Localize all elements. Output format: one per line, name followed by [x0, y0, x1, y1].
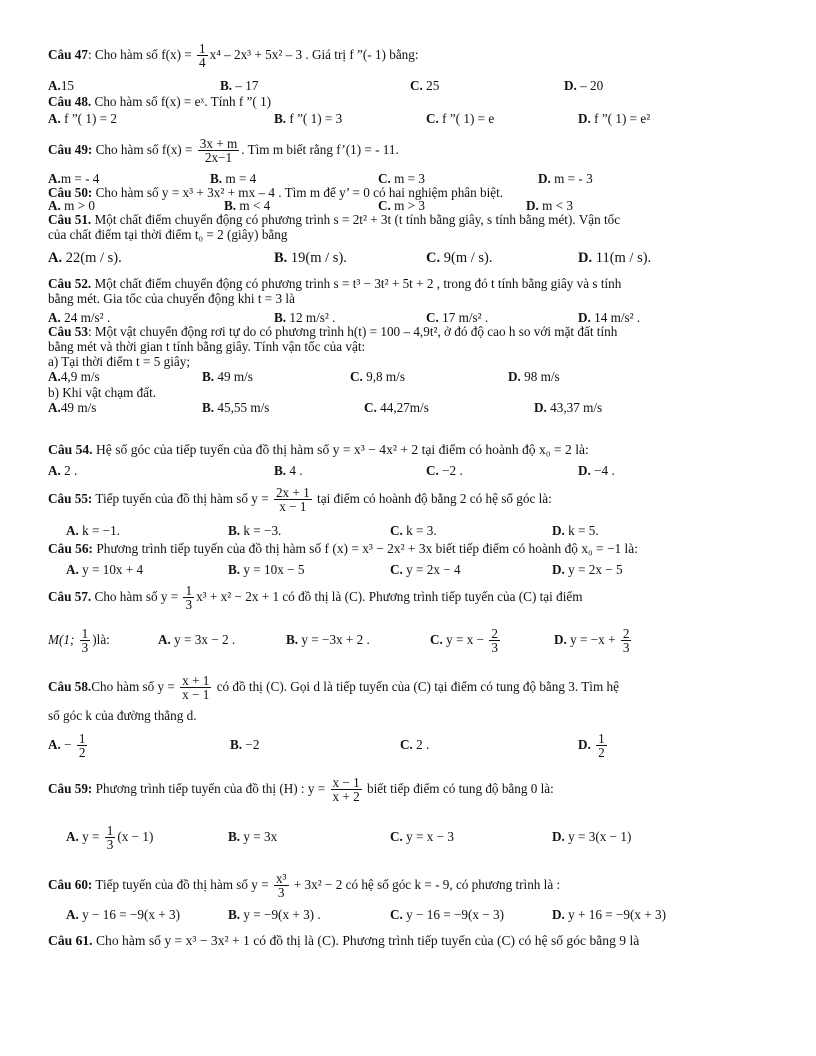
question-47 — [48, 38, 774, 72]
answer-options — [48, 907, 774, 923]
option-b[interactable]: B. y = −3x + 2 . — [286, 632, 370, 647]
option-b[interactable]: B. 19(m / s). — [274, 250, 347, 266]
option-c[interactable]: C. m = 3 — [378, 171, 426, 186]
question-61 — [48, 933, 774, 948]
question-53 — [48, 324, 774, 339]
answer-options — [48, 369, 774, 385]
answer-options — [48, 727, 774, 763]
option-a[interactable]: A. y = $\frac{1}{3}$ (x − 1) — [66, 823, 154, 853]
option-a[interactable]: A.15 — [48, 78, 75, 93]
question-stem: Hệ số góc của tiếp tuyến của đồ thị hàm số y = x³ − 4x² + 2 tại điểm có hoành độ x₀ = 2 là: — [92, 442, 589, 457]
question-stem: Một chất điểm chuyển động có phương trình s = 2t² + 3t (t tính bằng giây, s tính bằng mét). Vận tốc — [91, 212, 621, 227]
option-a[interactable]: A. y = 3x − 2 . — [158, 632, 236, 647]
question-49 — [48, 133, 774, 167]
question-55 — [48, 481, 774, 517]
option-d[interactable]: D. −4 . — [578, 463, 615, 478]
answer-options — [48, 562, 774, 578]
option-b[interactable]: B. y = 3x — [228, 829, 278, 844]
fraction: $\frac{x + 1}{x - 1}$ — [182, 673, 210, 703]
question-stem: Phương trình tiếp tuyến của đồ thị hàm số f (x) = x³ − 2x² + 3x biết tiếp điểm có hoành độ x₀ = −1 là: — [93, 541, 638, 556]
option-a[interactable]: A.4,9 m/s — [48, 369, 100, 384]
fraction: $\frac{1}{3}$ — [185, 583, 193, 613]
question-54 — [48, 442, 774, 457]
option-a[interactable]: A. y = 10x + 4 — [66, 562, 144, 577]
question-number: Câu 58. — [48, 679, 92, 694]
question-number: Câu 55: — [48, 491, 93, 506]
question-stem: Phương trình tiếp tuyến của đồ thị (H) : y = — [92, 781, 329, 796]
option-b[interactable]: B. y = −9(x + 3) . — [228, 907, 321, 922]
option-a[interactable]: A. y − 16 = −9(x + 3) — [66, 907, 181, 922]
option-c[interactable]: C. k = 3. — [390, 523, 437, 538]
question-58-line-2: số góc k của đường thẳng d. — [48, 708, 197, 723]
answer-options — [48, 523, 774, 539]
answer-options — [48, 463, 774, 479]
option-d[interactable]: D. y = 3(x − 1) — [552, 829, 632, 844]
question-stem: : Một vật chuyển động rơi tự do có phương trình h(t) = 100 – 4,9t², ở đó độ cao h so với mặt đất tính — [87, 324, 618, 339]
option-d[interactable]: D. $\frac{1}{2}$ — [578, 731, 605, 761]
option-d[interactable]: D. 43,37 m/s — [534, 400, 603, 415]
answer-options — [48, 819, 774, 855]
option-c[interactable]: C. 44,27m/s — [364, 400, 429, 415]
option-a[interactable]: A. 2 . — [48, 463, 78, 478]
question-stem-tail: x⁴ – 2x³ + 5x² – 3 . Giá trị f ”(- 1) bằng: — [209, 47, 419, 62]
question-53-part-a: a) Tại thời điểm t = 5 giây; — [48, 354, 190, 369]
option-b[interactable]: B. 4 . — [274, 463, 303, 478]
option-c[interactable]: C. m > 3 — [378, 198, 426, 213]
question-57 — [48, 580, 774, 614]
question-stem: Tiếp tuyến của đồ thị hàm số y = — [92, 877, 272, 892]
option-d[interactable]: D. 11(m / s). — [578, 250, 652, 266]
question-60 — [48, 867, 774, 903]
question-stem: Cho hàm số f(x) = — [92, 142, 196, 157]
option-a[interactable]: A. − $\frac{1}{2}$ — [48, 731, 86, 761]
option-c[interactable]: C. y − 16 = −9(x − 3) — [390, 907, 505, 922]
question-number: Câu 49: — [48, 142, 93, 157]
question-58 — [48, 670, 774, 704]
fraction: $\frac{1}{4}$ — [199, 41, 206, 71]
question-51-line-2: của chất điểm tại thời điểm t₀ = 2 (giây) bằng — [48, 227, 288, 242]
question-53-line-2: bằng mét và thời gian t tính bằng giây. Tính vận tốc của vật: — [48, 339, 366, 354]
question-number: Câu 59: — [48, 781, 93, 796]
option-c[interactable]: C. 9(m / s). — [426, 250, 493, 266]
option-a[interactable]: A. 24 m/s² . — [48, 310, 111, 325]
option-b[interactable]: B. k = −3. — [228, 523, 282, 538]
question-stem: Cho hàm số f(x) = eˣ. Tính f ”( 1) — [91, 94, 272, 109]
point-m: M(1; $\frac{1}{3}$ )là: — [48, 626, 110, 656]
option-a[interactable]: A. k = −1. — [66, 523, 121, 538]
fraction: $\frac{2x + 1}{x - 1}$ — [275, 485, 310, 515]
option-d[interactable]: D. m = - 3 — [538, 171, 593, 186]
question-number: Câu 53 — [48, 324, 88, 339]
question-59 — [48, 771, 774, 807]
option-b[interactable]: B. m = 4 — [210, 171, 257, 186]
option-c[interactable]: C. y = x − 3 — [390, 829, 454, 844]
option-b[interactable]: B. y = 10x − 5 — [228, 562, 305, 577]
option-c[interactable]: C. 25 — [410, 78, 440, 93]
question-stem-tail: . Tìm m biết rằng f’(1) = - 11. — [241, 142, 399, 157]
option-c[interactable]: C. f ”( 1) = e — [426, 111, 495, 126]
question-stem: Tiếp tuyến của đồ thị hàm số y = — [92, 491, 272, 506]
option-c[interactable]: C. 17 m/s² . — [426, 310, 489, 325]
option-b[interactable]: B. −2 — [230, 737, 260, 752]
question-stem-tail: tại điểm có hoành độ bằng 2 có hệ số góc là: — [313, 491, 552, 506]
option-b[interactable]: B. m < 4 — [224, 198, 271, 213]
option-a[interactable]: A. 22(m / s). — [48, 250, 122, 266]
question-number: Câu 48. — [48, 94, 92, 109]
option-d[interactable]: D. – 20 — [564, 78, 604, 93]
option-d[interactable]: D. y + 16 = −9(x + 3) — [552, 907, 667, 922]
question-48 — [48, 94, 774, 109]
question-stem-tail: có đồ thị (C). Gọi d là tiếp tuyến của (C) tại điểm có tung độ bằng 3. Tìm hệ — [213, 679, 619, 694]
option-b[interactable]: B. 49 m/s — [202, 369, 253, 384]
question-number: Câu 54. — [48, 442, 93, 457]
question-stem: Cho hàm số y = x³ − 3x² + 1 có đồ thị là (C). Phương trình tiếp tuyến của (C) có hệ số góc bằng 9 là — [92, 933, 640, 948]
answer-options — [48, 78, 774, 94]
question-stem: Cho hàm số y = x³ + 3x² + mx – 4 . Tìm m để y’ = 0 có hai nghiệm phân biệt. — [92, 185, 504, 200]
question-number: Câu 47 — [48, 47, 88, 62]
option-d[interactable]: D. m < 3 — [526, 198, 574, 213]
answer-options — [48, 248, 774, 268]
option-b[interactable]: B. 12 m/s² . — [274, 310, 336, 325]
option-a[interactable]: A. m > 0 — [48, 198, 96, 213]
option-b[interactable]: B. – 17 — [220, 78, 259, 93]
question-number: Câu 56: — [48, 541, 94, 556]
question-stem: Cho hàm số y = — [91, 589, 182, 604]
option-d[interactable]: D. 98 m/s — [508, 369, 560, 384]
question-number: Câu 51. — [48, 212, 92, 227]
option-c[interactable]: C. −2 . — [426, 463, 463, 478]
fraction: $\frac{3x + m}{2x-1}$ — [199, 136, 238, 166]
question-number: Câu 61. — [48, 933, 93, 948]
option-c[interactable]: C. y = 2x − 4 — [390, 562, 461, 577]
question-stem: Cho hàm số y = — [91, 679, 179, 694]
document-page — [48, 38, 774, 948]
option-d[interactable]: D. y = −x + $\frac{2}{3}$ — [554, 626, 630, 656]
question-stem-tail: x³ + x² − 2x + 1 có đồ thị là (C). Phương trình tiếp tuyến của (C) tại điểm — [196, 589, 583, 604]
question-52-line-2: bằng mét. Gia tốc của chuyển động khi t = 3 là — [48, 291, 295, 306]
option-a[interactable]: A.m = - 4 — [48, 171, 100, 186]
question-53-part-b: b) Khi vật chạm đất. — [48, 385, 157, 400]
option-b[interactable]: B. 45,55 m/s — [202, 400, 270, 415]
option-d[interactable]: D. k = 5. — [552, 523, 599, 538]
question-number: Câu 50: — [48, 185, 93, 200]
question-number: Câu 52. — [48, 276, 92, 291]
question-52 — [48, 276, 774, 291]
option-c[interactable]: C. y = x − $\frac{2}{3}$ — [430, 626, 498, 656]
answer-options — [48, 400, 774, 416]
question-stem-tail: biết tiếp điểm có tung độ bằng 0 là: — [363, 781, 554, 796]
question-stem-tail: + 3x² − 2 có hệ số góc k = - 9, có phương trình là : — [290, 877, 561, 892]
question-51 — [48, 212, 774, 227]
option-d[interactable]: D. y = 2x − 5 — [552, 562, 623, 577]
question-stem: Một chất điểm chuyển động có phương trình s = t³ − 3t² + 5t + 2 , trong đó t tính bằng giây và s tính — [91, 276, 622, 291]
answer-options — [48, 111, 774, 127]
answer-options — [48, 622, 774, 658]
question-number: Câu 60: — [48, 877, 93, 892]
question-stem: : Cho hàm số f(x) = — [87, 47, 196, 62]
option-c[interactable]: C. 9,8 m/s — [350, 369, 405, 384]
option-a[interactable]: A.49 m/s — [48, 400, 97, 415]
option-c[interactable]: C. 2 . — [400, 737, 430, 752]
option-d[interactable]: D. 14 m/s² . — [578, 310, 641, 325]
fraction: $\frac{x - 1}{x + 2}$ — [332, 775, 360, 805]
fraction: $\frac{\text{x³}}{3}$ — [275, 871, 287, 901]
option-b[interactable]: B. f ”( 1) = 3 — [274, 111, 343, 126]
option-a[interactable]: A. f ”( 1) = 2 — [48, 111, 117, 126]
question-number: Câu 57. — [48, 589, 92, 604]
question-56 — [48, 541, 774, 556]
option-d[interactable]: D. f ”( 1) = e² — [578, 111, 651, 126]
